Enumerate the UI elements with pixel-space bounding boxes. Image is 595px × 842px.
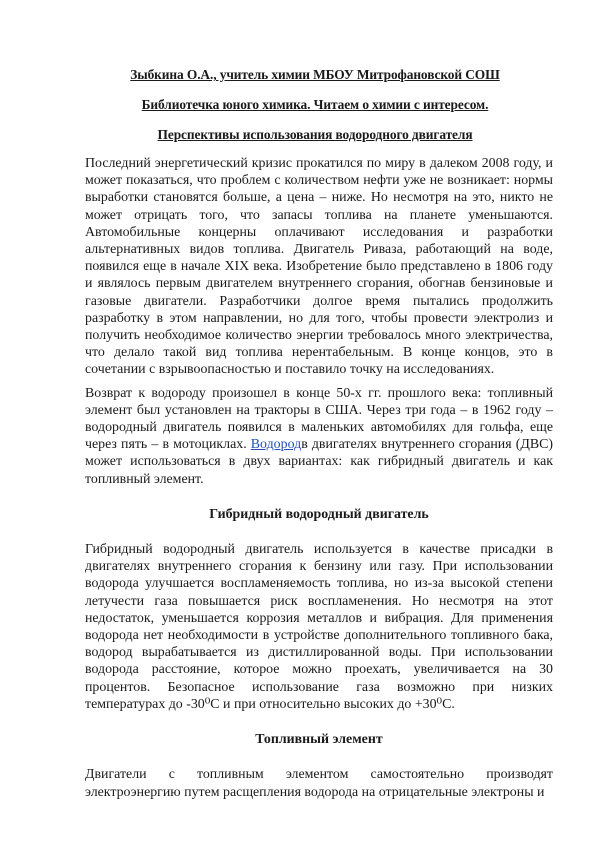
document-title: Перспективы использования водородного двигателя xyxy=(157,127,473,142)
hydrogen-link[interactable]: Водород xyxy=(250,437,302,453)
paragraph-history-text-2: в двигателях внутреннего сгорания (ДВС) может использоваться в двух вариантах: как гибридный двигатель и как топливный элемент. xyxy=(85,437,554,487)
paragraph-intro: Последний энергетический кризис прокатился по миру в далеком 2008 году, и может показаться, что проблем с количеством нефти уже не возникает: нормы выработки становятся больше, а цена – ниже. Но несмотря на это, никто не может отрицать того, что запасы топлива на планете уменьшаются. Автомобильные концерны оплачивают исследования и разработки альтернативных видов топлива. Двигатель Риваза, работающий на воде, появился еще в начале XIX века. Изобретение было представлено в 1806 году и являлось первым двигателем внутреннего сгорания, обогнав бензиновые и газовые двигатели. Разработчики долгое время пытались продолжить разработку в этом направлении, но для того, чтобы провести электролиз и получить необходимое количество энергии требовалось много электричества, что делало такой вид топлива нерентабельным. В конце концов, это в сочетании с взрывоопасностью и поставило точку на исследованиях. xyxy=(85,156,553,378)
paragraph-hybrid: Гибридный водородный двигатель используется в качестве присадки в двигателях внутреннего сгорания к бензину или газу. При использовании водорода улучшается воспламеняемость топлива, но из-за высокой степени летучести газа повышается риск воспламенения. Но несмотря на этот недостаток, уменьшается коррозия металлов и вибрация. Для применения водорода нет необходимости в устройстве дополнительного топливного бака, водород вырабатывается из дистиллированной воды. При использовании водорода расстояние, которое можно проехать, увеличивается на 30 процентов. Безопасное использование газа возможно при низких температурах до -30⁰С и при относительно высоких до +30⁰С. xyxy=(85,542,553,712)
author-line: Зыбкина О.А., учитель химии МБОУ Митрофановской СОШ xyxy=(130,67,500,82)
document-body xyxy=(85,155,553,801)
section-heading-hybrid: Гибридный водородный двигатель xyxy=(209,506,429,522)
series-line: Библиотечка юного химика. Читаем о химии с интересом. xyxy=(141,97,489,112)
paragraph-history-text-1: Возврат к водороду произошел в конце 50-х гг. прошлого века: топливный элемент был установлен на тракторы в США. Через три года – в 1962 году – водородный двигатель появился в маленьких автомобилях для гольфа, еще через пять – в мотоциклах. xyxy=(85,385,553,453)
paragraph-history xyxy=(85,385,553,488)
section-heading-fuel-cell: Топливный элемент xyxy=(255,732,383,748)
paragraph-fuel-cell: Двигатели с топливным элементом самостоятельно производят электроэнергию путем расщепления водорода на отрицательные электроны и xyxy=(85,767,553,800)
